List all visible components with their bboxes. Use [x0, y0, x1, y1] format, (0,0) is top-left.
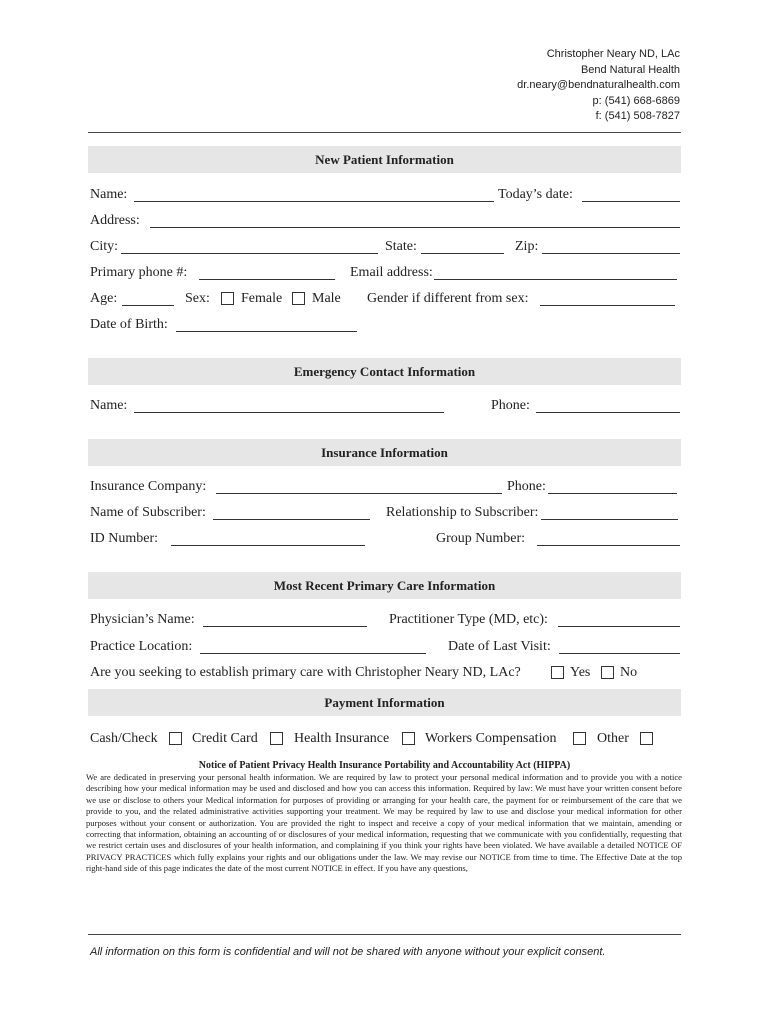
np-gender-label: Gender if different from sex:: [367, 291, 529, 306]
np-age-field[interactable]: [122, 305, 174, 306]
yes-label: Yes: [570, 665, 591, 680]
doctor-name: Christopher Neary ND, LAc: [546, 48, 680, 60]
pc-location-field[interactable]: [200, 653, 426, 654]
np-name-field[interactable]: [134, 201, 494, 202]
section-new-patient: New Patient Information: [88, 146, 681, 173]
no-checkbox[interactable]: [601, 666, 614, 679]
np-state-label: State:: [385, 239, 417, 254]
ins-phone-label: Phone:: [507, 479, 546, 494]
ins-phone-field[interactable]: [548, 493, 677, 494]
ec-phone-label: Phone:: [491, 398, 530, 413]
contact-phone: p: (541) 668-6869: [592, 94, 680, 107]
np-today-field[interactable]: [582, 201, 680, 202]
np-email-label: Email address:: [350, 265, 433, 280]
ins-id-label: ID Number:: [90, 531, 159, 546]
section-emergency: Emergency Contact Information: [88, 358, 681, 385]
credit-checkbox[interactable]: [270, 732, 283, 745]
female-checkbox[interactable]: [221, 292, 234, 305]
np-address-field[interactable]: [150, 227, 680, 228]
workers-comp-checkbox[interactable]: [573, 732, 586, 745]
health-insurance-label: Health Insurance: [294, 731, 390, 746]
pc-type-field[interactable]: [558, 626, 680, 627]
np-phone-field[interactable]: [199, 279, 335, 280]
pc-physician-label: Physician’s Name:: [90, 612, 195, 627]
np-email-field[interactable]: [434, 279, 677, 280]
ins-group-field[interactable]: [537, 545, 680, 546]
ins-company-field[interactable]: [216, 493, 502, 494]
hipaa-notice-body: We are dedicated in preserving your personal health information. We are required by law to protect your personal medical information and to provide you with a notice describing how your medical information may be used and disclosed and how you can access this information. Required by law: We must have your written consent before we use or disclose to others your Medical information for purposes of providing or arranging for your health care, the payment for or reimbursement of the care that we provide to you, and the related administrative activities supporting your treatment. We may be required by law to use and disclose your medical information for other purposes without your consent or authorization. You are provided the right to inspect and receive a copy of your medical information that we maintain, amending or correcting that information, obtaining an accounting of or disclosures of your medical information, requesting that we communicate with you confidentially, requesting that we restrict certain uses and disclosures of your health information, and complaining if you think your rights have been violated. We have available a detailed NOTICE OF PRIVACY PRACTICES which fully explains your rights and our obligations under the law. We may revise our NOTICE from time to time. The Effective Date at the top right-hand side of this page indicates the date of the most current NOTICE in effect. If you have any questions,: [86, 772, 682, 874]
np-today-label: Today’s date:: [498, 187, 573, 202]
np-city-label: City:: [90, 239, 119, 254]
np-sex-label: Sex:: [185, 291, 210, 306]
confidentiality-footer: All information on this form is confidential and will not be shared with anyone without your explicit consent.: [90, 946, 606, 958]
pc-last-visit-field[interactable]: [559, 653, 680, 654]
np-name-label: Name:: [90, 187, 128, 202]
other-checkbox[interactable]: [640, 732, 653, 745]
ins-group-label: Group Number:: [436, 531, 526, 546]
male-label: Male: [312, 291, 341, 306]
ins-subscriber-field[interactable]: [213, 519, 370, 520]
practice-header: [517, 47, 680, 125]
np-gender-field[interactable]: [540, 305, 675, 306]
credit-label: Credit Card: [192, 731, 258, 746]
ins-id-field[interactable]: [171, 545, 365, 546]
np-dob-label: Date of Birth:: [90, 317, 168, 332]
np-dob-field[interactable]: [176, 331, 357, 332]
pc-last-visit-label: Date of Last Visit:: [448, 639, 551, 654]
yes-checkbox[interactable]: [551, 666, 564, 679]
pc-location-label: Practice Location:: [90, 639, 193, 654]
no-label: No: [620, 665, 638, 680]
ec-name-field[interactable]: [134, 412, 444, 413]
pc-physician-field[interactable]: [203, 626, 367, 627]
contact-email: dr.neary@bendnaturalhealth.com: [517, 79, 680, 91]
ec-name-label: Name:: [90, 398, 128, 413]
header-divider: [88, 132, 681, 133]
pc-question: Are you seeking to establish primary care with Christopher Neary ND, LAc?: [90, 665, 521, 680]
np-phone-label: Primary phone #:: [90, 265, 188, 280]
np-state-field[interactable]: [421, 253, 504, 254]
section-insurance: Insurance Information: [88, 439, 681, 466]
ins-relationship-label: Relationship to Subscriber:: [386, 505, 539, 520]
health-insurance-checkbox[interactable]: [402, 732, 415, 745]
ins-relationship-field[interactable]: [541, 519, 678, 520]
np-zip-label: Zip:: [515, 239, 539, 254]
workers-comp-label: Workers Compensation: [425, 731, 557, 746]
section-primary-care: Most Recent Primary Care Information: [88, 572, 681, 599]
clinic-name: Bend Natural Health: [580, 63, 680, 76]
ec-phone-field[interactable]: [536, 412, 680, 413]
np-address-label: Address:: [90, 213, 140, 228]
pc-type-label: Practitioner Type (MD, etc):: [389, 612, 548, 627]
female-label: Female: [241, 291, 283, 306]
footer-divider: [88, 934, 681, 935]
section-payment: Payment Information: [88, 689, 681, 716]
cash-label: Cash/Check: [90, 731, 158, 746]
np-zip-field[interactable]: [542, 253, 680, 254]
hipaa-notice-title: Notice of Patient Privacy Health Insurance Portability and Accountability Act (HIPPA): [198, 760, 571, 771]
male-checkbox[interactable]: [292, 292, 305, 305]
np-age-label: Age:: [90, 291, 118, 306]
other-label: Other: [597, 731, 629, 746]
cash-checkbox[interactable]: [169, 732, 182, 745]
ins-company-label: Insurance Company:: [90, 479, 207, 494]
contact-fax: f: (541) 508-7827: [595, 110, 680, 122]
np-city-field[interactable]: [121, 253, 378, 254]
ins-subscriber-label: Name of Subscriber:: [90, 505, 206, 520]
